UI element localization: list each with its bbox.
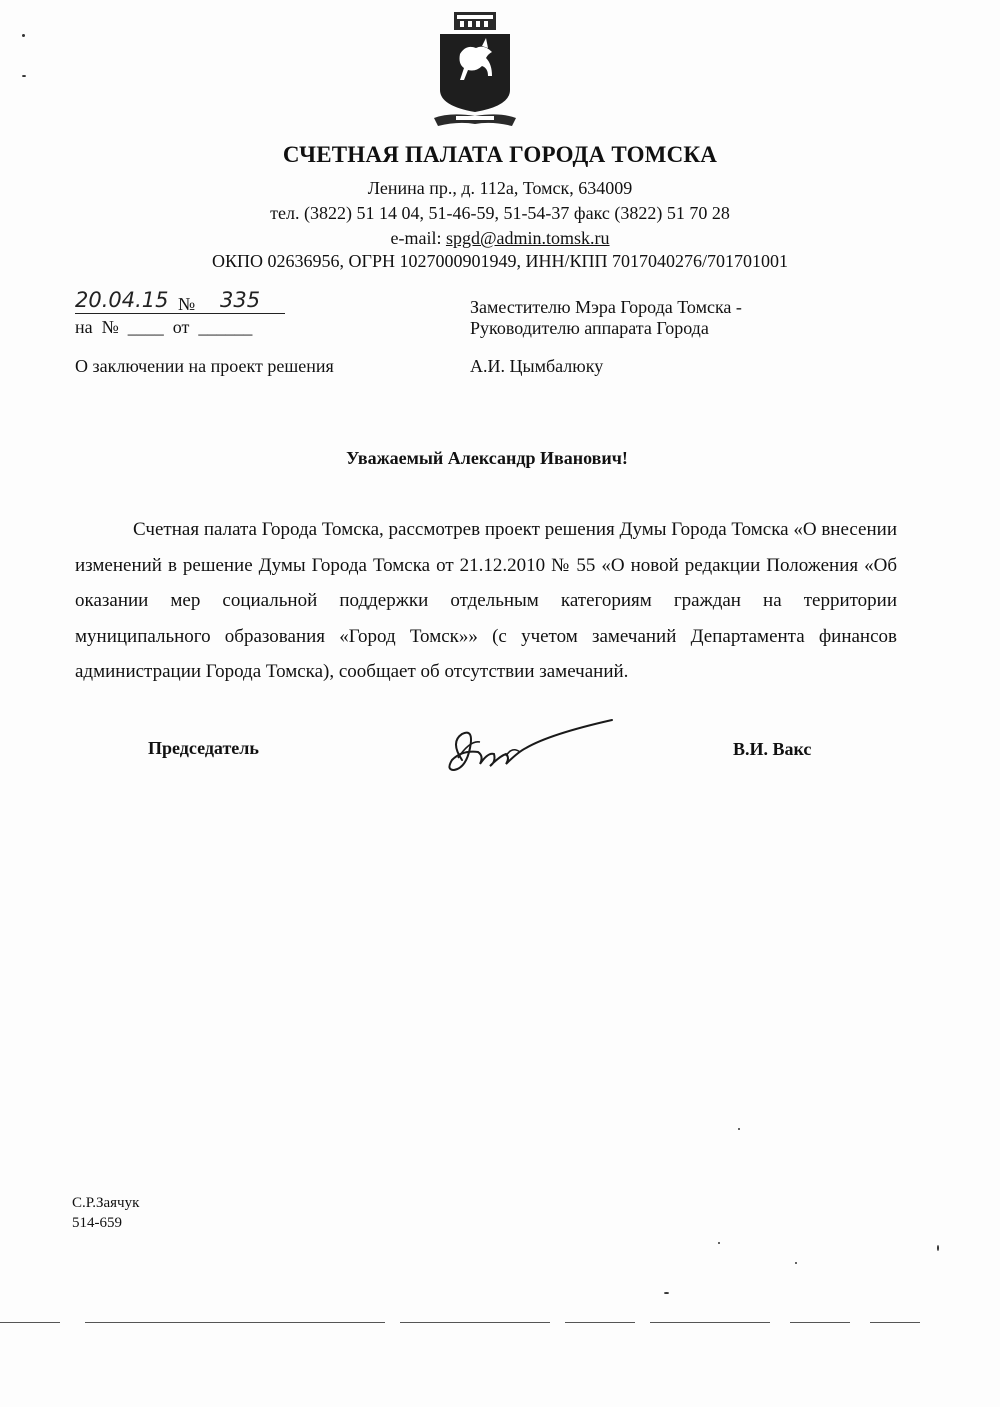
email-label: e-mail:	[390, 228, 446, 248]
email-link[interactable]: spgd@admin.tomsk.ru	[445, 228, 610, 248]
bottom-rule-segment	[400, 1322, 550, 1323]
handwritten-date: 20.04.15	[75, 288, 169, 312]
reference-underline	[75, 313, 285, 314]
scan-speck	[22, 34, 25, 37]
scan-speck	[738, 1128, 740, 1130]
outgoing-reference	[75, 286, 285, 316]
bottom-rule-segment	[790, 1322, 850, 1323]
signer-title: Председатель	[148, 738, 259, 758]
executor-name: С.Р.Заячук	[72, 1195, 140, 1211]
signature-icon	[440, 712, 620, 782]
scan-speck	[22, 75, 26, 77]
bottom-rule-segment	[565, 1322, 635, 1323]
executor-phone: 514-659	[72, 1215, 122, 1231]
organization-name: СЧЕТНАЯ ПАЛАТА ГОРОДА ТОМСКА	[282, 142, 718, 167]
requisites-line: ОКПО 02636956, ОГРН 1027000901949, ИНН/КПП 7017040276/701701001	[212, 251, 788, 271]
scan-speck	[664, 1292, 669, 1294]
addressee-position-line2: Руководителю аппарата Города	[470, 318, 709, 338]
letter-body: Счетная палата Города Томска, рассмотрев проект решения Думы Города Томска «О внесении изменений в решение Думы Города Томска от 21.12.2010 № 55 «О новой редакции Положения «Об оказании мер социальной поддержки отдельным категориям граждан на территории муниципального образования «Город Томск»» (с учетом замечаний Департамента финансов администрации Города Томска), сообщает об отсутствии замечаний.	[75, 519, 897, 682]
addressee-name: А.И. Цымбалюку	[470, 356, 604, 376]
bottom-rule-segment	[650, 1322, 770, 1323]
executor-block	[72, 1193, 139, 1233]
addressee-position-line1: Заместителю Мэра Города Томска -	[470, 297, 742, 317]
bottom-rule-segment	[870, 1322, 920, 1323]
scan-speck	[795, 1262, 797, 1264]
scan-speck	[937, 1245, 939, 1251]
postal-address: Ленина пр., д. 112а, Томск, 634009	[367, 178, 633, 198]
handwritten-number: 335	[220, 288, 261, 312]
number-sign: №	[178, 294, 196, 314]
incoming-reference: на № ____ от ______	[75, 317, 253, 337]
coat-of-arms-icon	[430, 8, 520, 130]
email-line	[0, 228, 1000, 249]
signer-name: В.И. Вакс	[733, 739, 812, 759]
scan-speck	[718, 1242, 720, 1244]
letter-subject: О заключении на проект решения	[75, 356, 334, 376]
bottom-rule-segment	[85, 1322, 385, 1323]
phone-fax-line: тел. (3822) 51 14 04, 51-46-59, 51-54-37 факс (3822) 51 70 28	[270, 203, 730, 223]
salutation: Уважаемый Александр Иванович!	[346, 448, 628, 468]
bottom-rule-segment	[0, 1322, 60, 1323]
